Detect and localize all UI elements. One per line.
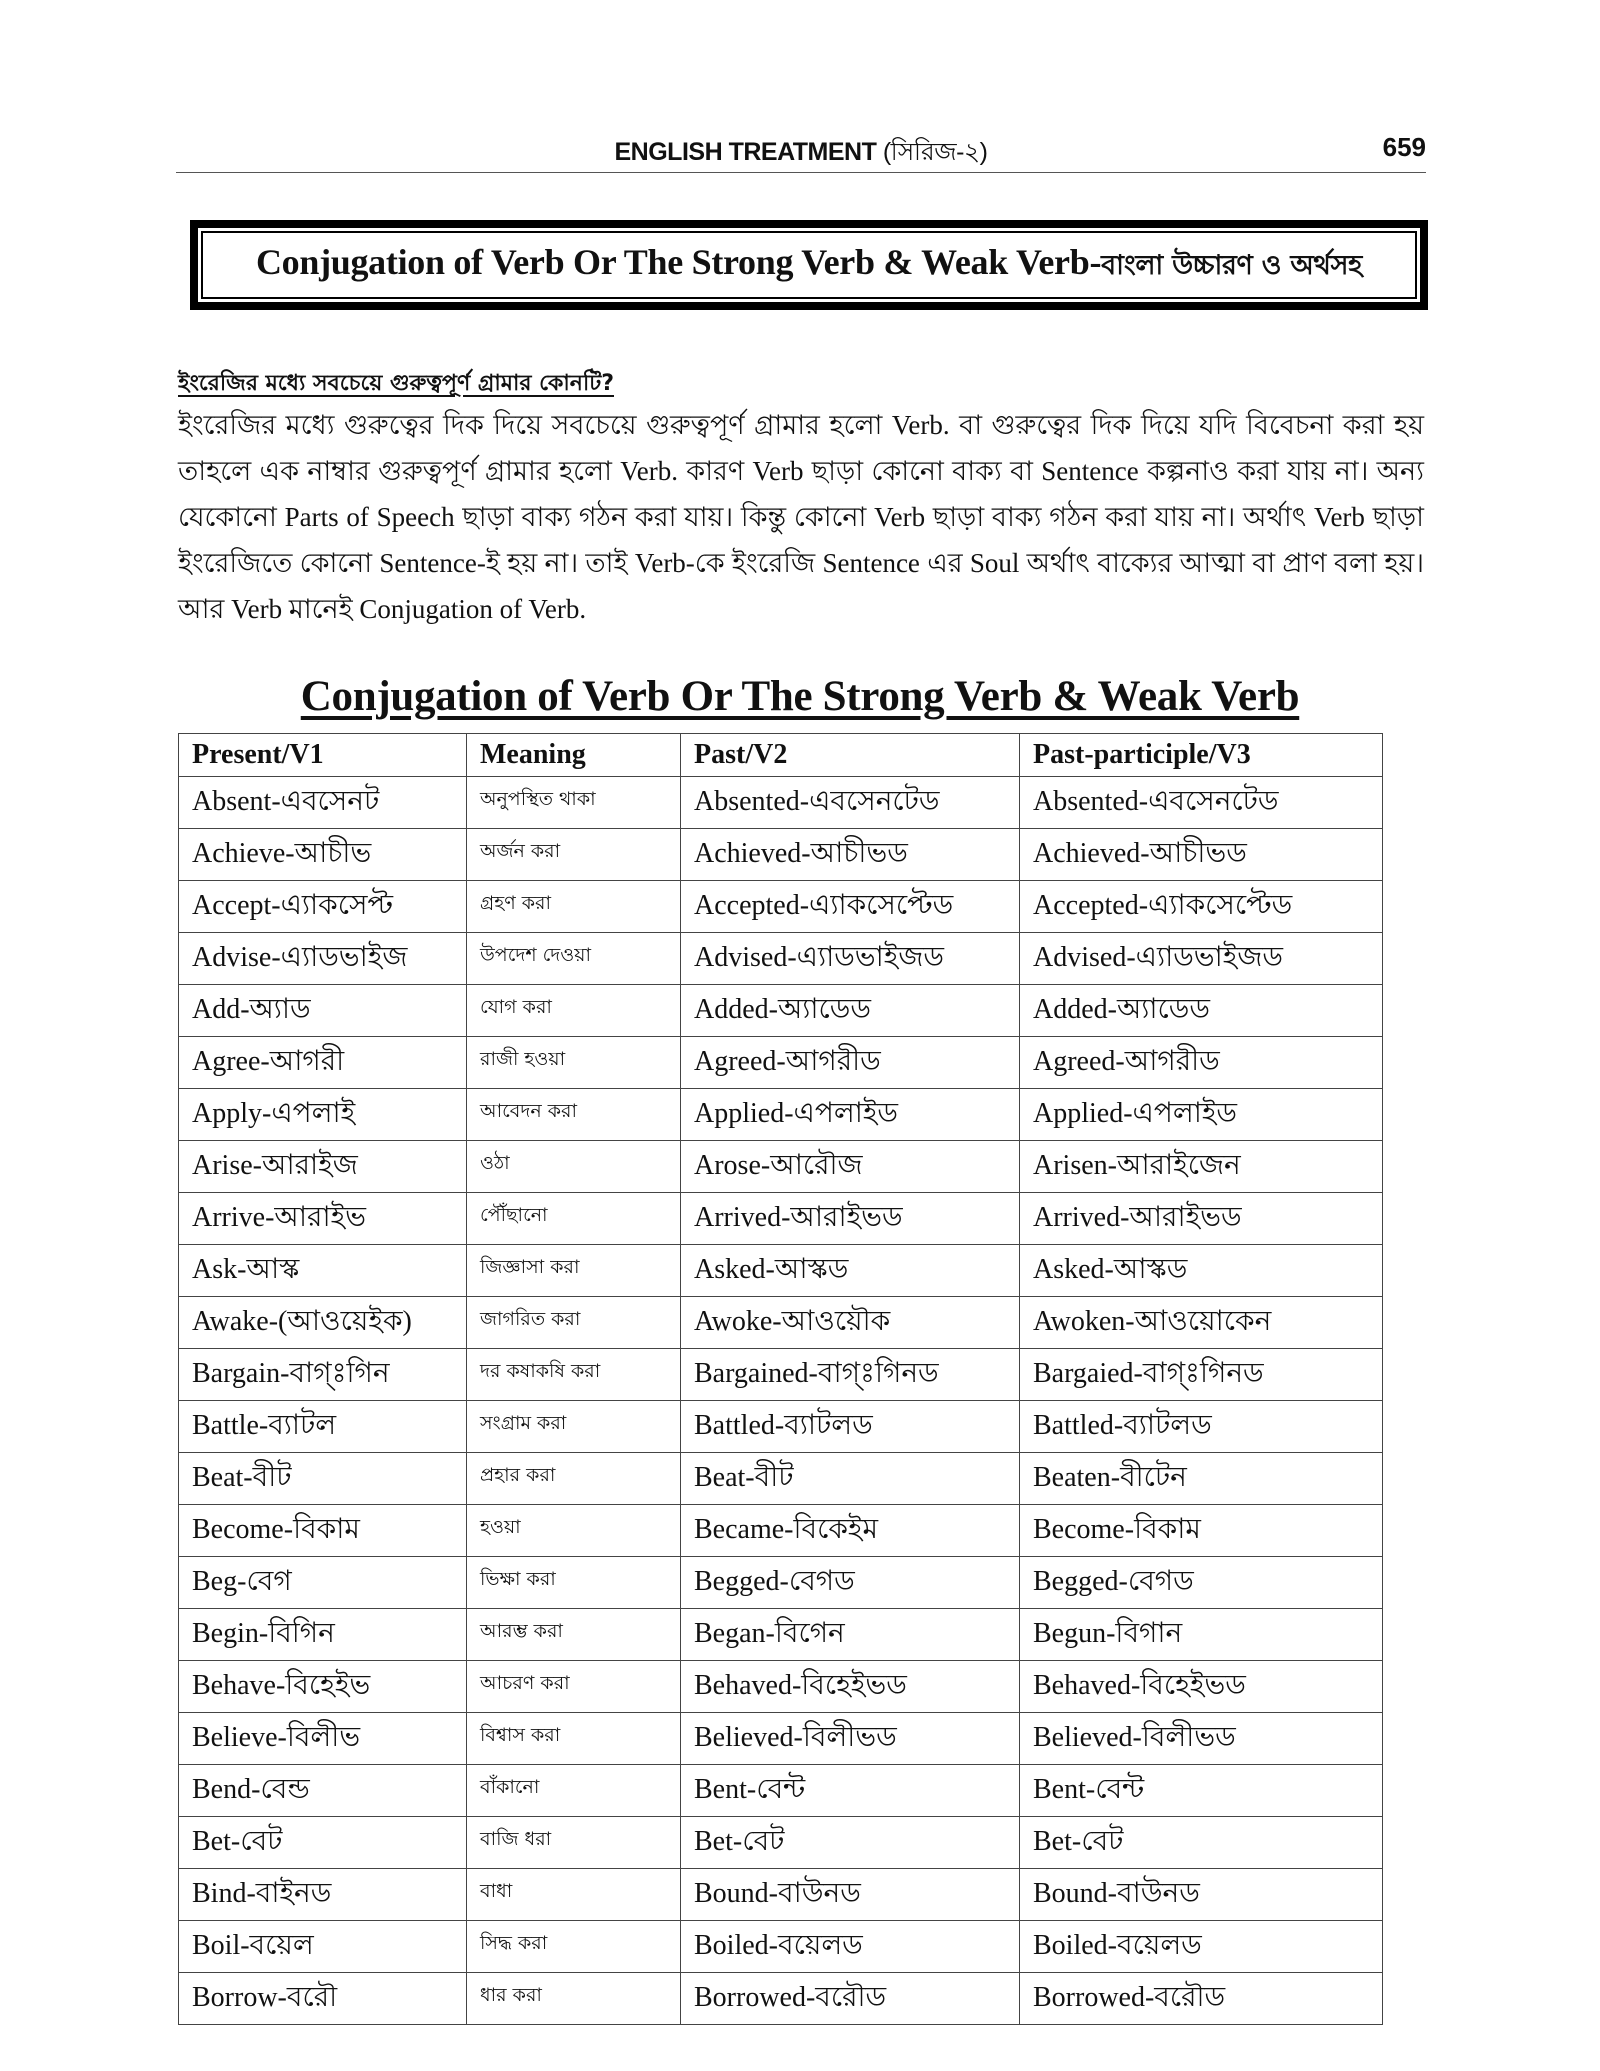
- cell-present: Awake-(আওয়েইক): [179, 1297, 467, 1349]
- cell-meaning: পৌঁছানো: [467, 1193, 681, 1245]
- cell-meaning: সংগ্রাম করা: [467, 1401, 681, 1453]
- cell-past-participle: Begun-বিগান: [1020, 1609, 1383, 1661]
- cell-meaning: বাজি ধরা: [467, 1817, 681, 1869]
- cell-meaning: বাঁকানো: [467, 1765, 681, 1817]
- table-row: [179, 777, 1383, 829]
- cell-past: Borrowed-বরৌড: [681, 1973, 1020, 2025]
- cell-present: Add-অ্যাড: [179, 985, 467, 1037]
- cell-present: Ask-আস্ক: [179, 1245, 467, 1297]
- cell-past: Added-অ্যাডেড: [681, 985, 1020, 1037]
- cell-present: Arrive-আরাইভ: [179, 1193, 467, 1245]
- table-row: [179, 1661, 1383, 1713]
- column-header-past: Past/V2: [681, 734, 1020, 777]
- cell-past: Became-বিকেইম: [681, 1505, 1020, 1557]
- running-header: [176, 128, 1426, 173]
- cell-past-participle: Begged-বেগড: [1020, 1557, 1383, 1609]
- cell-present: Bargain-বাগ্ঃগিন: [179, 1349, 467, 1401]
- title-box: [190, 220, 1428, 310]
- cell-meaning: উপদেশ দেওয়া: [467, 933, 681, 985]
- cell-present: Achieve-আচীভ: [179, 829, 467, 881]
- cell-past: Bound-বাউনড: [681, 1869, 1020, 1921]
- cell-past-participle: Awoken-আওয়োকেন: [1020, 1297, 1383, 1349]
- cell-past-participle: Believed-বিলীভড: [1020, 1713, 1383, 1765]
- cell-past: Behaved-বিহেইভড: [681, 1661, 1020, 1713]
- table-row: [179, 1609, 1383, 1661]
- cell-past: Arrived-আরাইভড: [681, 1193, 1020, 1245]
- table-row: [179, 1921, 1383, 1973]
- table-row: [179, 829, 1383, 881]
- chapter-title-bn: বাংলা উচ্চারণ ও অর্থসহ: [1101, 249, 1363, 281]
- cell-past: Believed-বিলীভড: [681, 1713, 1020, 1765]
- cell-past: Bent-বেন্ট: [681, 1765, 1020, 1817]
- cell-present: Behave-বিহেইভ: [179, 1661, 467, 1713]
- table-row: [179, 1089, 1383, 1141]
- cell-meaning: ওঠা: [467, 1141, 681, 1193]
- cell-present: Beat-বীট: [179, 1453, 467, 1505]
- table-row: [179, 1765, 1383, 1817]
- chapter-title: [256, 241, 1362, 290]
- title-box-border: [201, 231, 1417, 299]
- cell-meaning: প্রহার করা: [467, 1453, 681, 1505]
- running-title-bn: (সিরিজ-২): [882, 138, 988, 166]
- cell-present: Battle-ব্যাটল: [179, 1401, 467, 1453]
- table-row: [179, 1037, 1383, 1089]
- title-box-frame: [198, 228, 1420, 302]
- column-header-present: Present/V1: [179, 734, 467, 777]
- cell-past-participle: Advised-এ্যাডভাইজড: [1020, 933, 1383, 985]
- cell-meaning: সিদ্ধ করা: [467, 1921, 681, 1973]
- table-row: [179, 1557, 1383, 1609]
- cell-present: Advise-এ্যাডভাইজ: [179, 933, 467, 985]
- table-row: [179, 1297, 1383, 1349]
- table-row: [179, 881, 1383, 933]
- cell-past: Agreed-আগরীড: [681, 1037, 1020, 1089]
- section-question: ইংরেজির মধ্যে সবচেয়ে গুরুত্বপূর্ণ গ্রামার কোনটি?: [178, 371, 614, 396]
- cell-past-participle: Accepted-এ্যাকসেপ্টেড: [1020, 881, 1383, 933]
- table-row: [179, 1973, 1383, 2025]
- cell-past-participle: Agreed-আগরীড: [1020, 1037, 1383, 1089]
- cell-present: Bend-বেন্ড: [179, 1765, 467, 1817]
- cell-past-participle: Bent-বেন্ট: [1020, 1765, 1383, 1817]
- cell-meaning: বিশ্বাস করা: [467, 1713, 681, 1765]
- cell-past: Bet-বেট: [681, 1817, 1020, 1869]
- cell-past-participle: Added-অ্যাডেড: [1020, 985, 1383, 1037]
- cell-past: Began-বিগেন: [681, 1609, 1020, 1661]
- cell-past: Arose-আরৌজ: [681, 1141, 1020, 1193]
- cell-present: Borrow-বরৌ: [179, 1973, 467, 2025]
- cell-past: Achieved-আচীভড: [681, 829, 1020, 881]
- cell-past: Battled-ব্যাটলড: [681, 1401, 1020, 1453]
- cell-past: Absented-এবসেনটেড: [681, 777, 1020, 829]
- cell-meaning: ভিক্ষা করা: [467, 1557, 681, 1609]
- cell-meaning: আচরণ করা: [467, 1661, 681, 1713]
- cell-past: Accepted-এ্যাকসেপ্টেড: [681, 881, 1020, 933]
- cell-present: Bind-বাইনড: [179, 1869, 467, 1921]
- table-row: [179, 1505, 1383, 1557]
- cell-meaning: অনুপস্থিত থাকা: [467, 777, 681, 829]
- verb-table: [178, 733, 1383, 2025]
- column-header-meaning: Meaning: [467, 734, 681, 777]
- cell-meaning: আরম্ভ করা: [467, 1609, 681, 1661]
- table-row: [179, 1349, 1383, 1401]
- cell-meaning: দর কষাকষি করা: [467, 1349, 681, 1401]
- cell-past-participle: Bound-বাউনড: [1020, 1869, 1383, 1921]
- cell-past-participle: Asked-আস্কড: [1020, 1245, 1383, 1297]
- cell-meaning: জাগরিত করা: [467, 1297, 681, 1349]
- table-row: [179, 1401, 1383, 1453]
- running-title: [176, 132, 1426, 175]
- cell-past: Begged-বেগড: [681, 1557, 1020, 1609]
- intro-paragraph: ইংরেজির মধ্যে গুরুত্বের দিক দিয়ে সবচেয়ে গুরুত্বপূর্ণ গ্রামার হলো Verb. বা গুরুত্বের দিক দিয়ে যদি বিবেচনা করা হয় তাহলে এক নাম্বার গুরুত্বপূর্ণ গ্রামার হলো Verb. কারণ Verb ছাড়া কোনো বাক্য বা Sentence কল্পনাও করা যায় না। অন্য যেকোনো Parts of Speech ছাড়া বাক্য গঠন করা যায়। কিন্তু কোনো Verb ছাড়া বাক্য গঠন করা যায় না। অর্থাৎ Verb ছাড়া ইংরেজিতে কোনো Sentence-ই হয় না। তাই Verb-কে ইংরেজি Sentence এর Soul অর্থাৎ বাক্যের আত্মা বা প্রাণ বলা হয়। আর Verb মানেই Conjugation of Verb.: [178, 410, 1424, 624]
- running-title-en: ENGLISH TREATMENT: [614, 138, 877, 166]
- cell-meaning: অর্জন করা: [467, 829, 681, 881]
- cell-past: Asked-আস্কড: [681, 1245, 1020, 1297]
- cell-present: Apply-এপলাই: [179, 1089, 467, 1141]
- cell-past-participle: Boiled-বয়েলড: [1020, 1921, 1383, 1973]
- cell-past-participle: Absented-এবসেনটেড: [1020, 777, 1383, 829]
- cell-past-participle: Bargaied-বাগ্ঃগিনড: [1020, 1349, 1383, 1401]
- cell-past-participle: Achieved-আচীভড: [1020, 829, 1383, 881]
- cell-meaning: রাজী হওয়া: [467, 1037, 681, 1089]
- cell-past: Applied-এপলাইড: [681, 1089, 1020, 1141]
- cell-present: Bet-বেট: [179, 1817, 467, 1869]
- table-row: [179, 1141, 1383, 1193]
- table-row: [179, 1245, 1383, 1297]
- cell-present: Boil-বয়েল: [179, 1921, 467, 1973]
- cell-past-participle: Behaved-বিহেইভড: [1020, 1661, 1383, 1713]
- cell-present: Accept-এ্যাকসেপ্ট: [179, 881, 467, 933]
- cell-meaning: গ্রহণ করা: [467, 881, 681, 933]
- cell-meaning: ধার করা: [467, 1973, 681, 2025]
- cell-past-participle: Applied-এপলাইড: [1020, 1089, 1383, 1141]
- cell-meaning: জিজ্ঞাসা করা: [467, 1245, 681, 1297]
- cell-past: Boiled-বয়েলড: [681, 1921, 1020, 1973]
- cell-meaning: বাধা: [467, 1869, 681, 1921]
- cell-present: Become-বিকাম: [179, 1505, 467, 1557]
- cell-past-participle: Battled-ব্যাটলড: [1020, 1401, 1383, 1453]
- column-header-past-participle: Past-participle/V3: [1020, 734, 1383, 777]
- cell-past: Awoke-আওয়ৌক: [681, 1297, 1020, 1349]
- page-number: 659: [1382, 132, 1426, 162]
- cell-present: Beg-বেগ: [179, 1557, 467, 1609]
- cell-meaning: আবেদন করা: [467, 1089, 681, 1141]
- cell-past: Beat-বীট: [681, 1453, 1020, 1505]
- table-row: [179, 1193, 1383, 1245]
- cell-present: Agree-আগরী: [179, 1037, 467, 1089]
- cell-past-participle: Bet-বেট: [1020, 1817, 1383, 1869]
- table-row: [179, 1453, 1383, 1505]
- cell-past-participle: Borrowed-বরৌড: [1020, 1973, 1383, 2025]
- cell-past-participle: Arrived-আরাইভড: [1020, 1193, 1383, 1245]
- cell-meaning: যোগ করা: [467, 985, 681, 1037]
- table-title: Conjugation of Verb Or The Strong Verb & Weak Verb: [300, 673, 1300, 720]
- cell-present: Begin-বিগিন: [179, 1609, 467, 1661]
- table-row: [179, 1713, 1383, 1765]
- table-row: [179, 933, 1383, 985]
- cell-past-participle: Become-বিকাম: [1020, 1505, 1383, 1557]
- cell-present: Absent-এবসেনট: [179, 777, 467, 829]
- cell-present: Believe-বিলীভ: [179, 1713, 467, 1765]
- table-row: [179, 1817, 1383, 1869]
- cell-meaning: হওয়া: [467, 1505, 681, 1557]
- cell-past: Bargained-বাগ্ঃগিনড: [681, 1349, 1020, 1401]
- cell-past-participle: Arisen-আরাইজেন: [1020, 1141, 1383, 1193]
- chapter-title-en: Conjugation of Verb Or The Strong Verb & Weak Verb-: [255, 241, 1102, 282]
- cell-present: Arise-আরাইজ: [179, 1141, 467, 1193]
- table-header-row: [179, 734, 1383, 777]
- table-row: [179, 1869, 1383, 1921]
- cell-past-participle: Beaten-বীটেন: [1020, 1453, 1383, 1505]
- table-row: [179, 985, 1383, 1037]
- verb-rows: [179, 777, 1383, 2025]
- cell-past: Advised-এ্যাডভাইজড: [681, 933, 1020, 985]
